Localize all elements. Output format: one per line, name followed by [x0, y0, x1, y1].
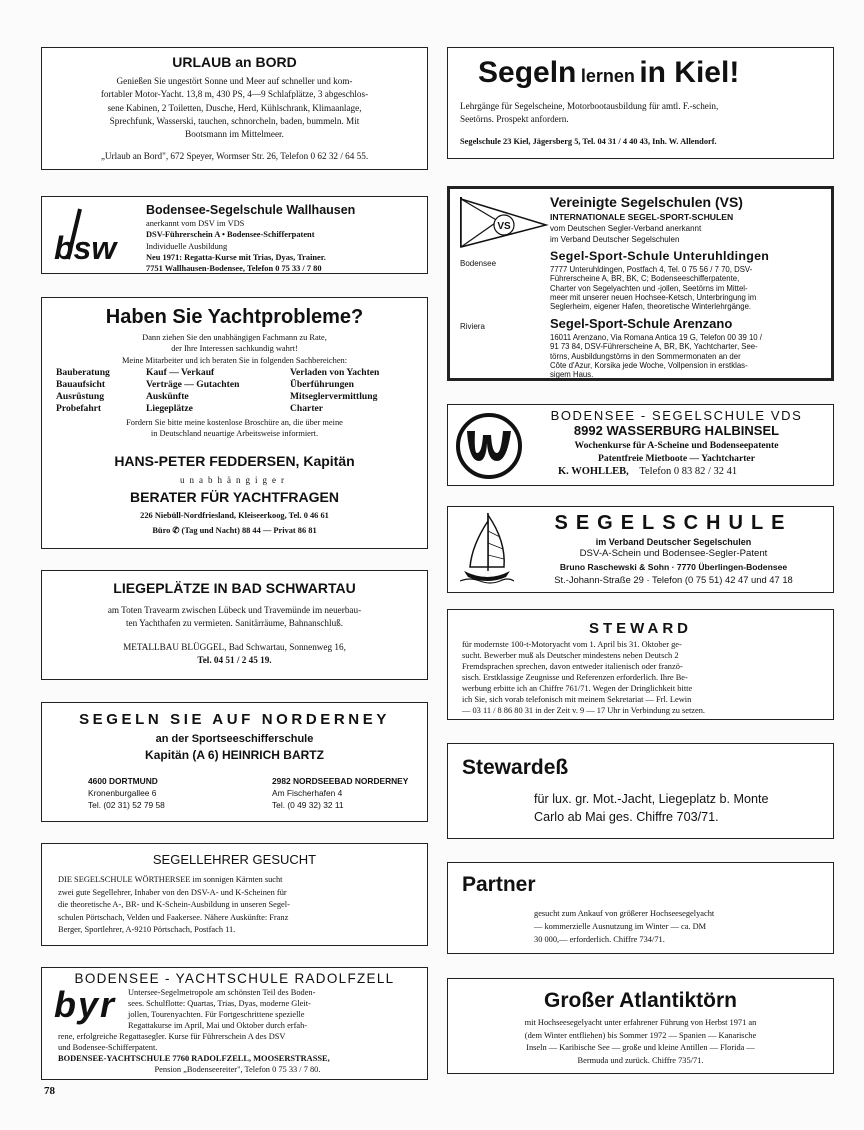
- ad-title: SEGELSCHULE: [554, 512, 793, 534]
- ad-title: SEGELN SIE AUF NORDERNEY: [79, 711, 390, 728]
- ad-contact: BODENSEE-YACHTSCHULE 7760 RADOLFZELL, MOOSERSTRASSE,: [58, 1053, 330, 1063]
- service-item: Verträge — Gutachten: [146, 378, 240, 390]
- ad-contact: [50, 641, 419, 668]
- ad-line: Seglerheim, eigener Hafen, theoretische Winterlehrgänge.: [550, 302, 752, 312]
- address-line: Kronenburgallee 6: [88, 787, 157, 798]
- service-column-2: [146, 367, 239, 415]
- bsw-logo: [48, 207, 148, 261]
- ad-partner: [447, 862, 834, 954]
- ad-title: URLAUB an BORD: [172, 54, 297, 70]
- ad-line: Carlo ab Mai ges. Chiffre 703/71.: [534, 810, 719, 825]
- ad-title: Haben Sie Yachtprobleme?: [105, 306, 364, 328]
- address-norderney: [272, 776, 408, 811]
- ad-line: St.-Johann-Straße 29 · Telefon (0 75 51) 42 47 und 47 18: [554, 574, 793, 585]
- service-item: Kauf — Verkauf: [146, 367, 215, 378]
- ad-line: rene, erfolgreiche Regattasegler. Kurse für Führerschein A des DSV: [58, 1032, 286, 1041]
- service-item: Bauberatung: [56, 367, 110, 378]
- ad-line: 7777 Unteruhldingen, Postfach 4, Tel. 0 75 56 / 7 70, DSV-: [550, 265, 753, 274]
- ad-line: fortabler Motor-Yacht. 13,8 m, 430 PS, 4—9 Schlafplätze, 3 abgeschlos-: [100, 89, 369, 100]
- ad-liegeplaetze-bad-schwartau: [41, 570, 428, 680]
- ad-line: Untersee-Segelmetropole am schönsten Teil des Boden-: [128, 988, 316, 997]
- ad-line: Seetörns. Prospekt anfordern.: [460, 114, 569, 125]
- address-line: Tel. (0 49 32) 32 11: [272, 799, 344, 810]
- service-column-1: [56, 367, 110, 415]
- ad-line: am Toten Travearm zwischen Lübeck und Travemünde im neuerbau-: [107, 605, 362, 615]
- ad-line: meer mit unserer neuen Hochsee-Ketsch, Unterbringung im: [550, 293, 757, 303]
- ad-body: [462, 640, 821, 716]
- ad-bodensee-segelschule-wasserburg: [447, 404, 834, 486]
- ad-line: die theoretische A-, BR- und K-Schein-Ausbildung in unseren Segel-: [58, 900, 290, 910]
- ad-line: ich Sie, sich vorab telefonisch mit meinem Sekretariat — Frl. Lewin: [462, 694, 692, 704]
- ad-line: sisch. Erstklassige Zeugnisse und Referenzen erforderlich. Ihre Be-: [462, 672, 688, 682]
- ad-line: 91 73 84, DSV-Führerscheine A, BR, BK, Yachtcharter, See-: [550, 342, 758, 352]
- ad-line: Individuelle Ausbildung: [146, 241, 228, 251]
- advisor-title: BERATER FÜR YACHTFRAGEN: [130, 489, 339, 505]
- ad-subtitle: im Verband Deutscher Segelschulen: [550, 235, 680, 244]
- ad-title: Partner: [462, 873, 536, 896]
- service-item: Verladen von Yachten: [290, 367, 380, 378]
- ad-line: Meine Mitarbeiter und ich beraten Sie in folgenden Sachbereichen:: [121, 355, 348, 365]
- ad-line: Charter von Segelyachten und -jollen, Seetörns im Mittel-: [550, 283, 748, 293]
- address-line: Tel. (02 31) 52 79 58: [88, 799, 165, 810]
- region-label: Riviera: [460, 322, 485, 331]
- ad-subtitle: Kapitän (A 6) HEINRICH BARTZ: [145, 748, 324, 762]
- ad-contact: [558, 466, 737, 477]
- ad-body: [50, 604, 419, 631]
- ad-body: [58, 874, 413, 937]
- ad-line: werbung erbitte ich an Chiffre 761/71. Wegen der Dringlichkeit bitte: [462, 683, 693, 693]
- ad-line: gesucht zum Ankauf von größerer Hochseesegelyacht: [534, 909, 715, 918]
- ad-body: [50, 75, 419, 142]
- ad-body-full: [58, 1032, 417, 1076]
- school-details: [550, 265, 823, 312]
- ad-vereinigte-segelschulen: [447, 186, 834, 381]
- ad-line: DIE SEGELSCHULE WÖRTHERSEE im sonnigen Kärnten sucht: [58, 875, 283, 884]
- advisor-name: HANS-PETER FEDDERSEN, Kapitän: [114, 453, 355, 469]
- ad-line: Dann ziehen Sie den unabhängigen Fachmann zu Rate,: [142, 333, 327, 342]
- ad-title: [478, 56, 739, 90]
- ad-body: [460, 100, 825, 127]
- ad-segeln-lernen-in-kiel: [447, 47, 834, 159]
- advisor-phone: Büro ✆ (Tag und Nacht) 88 44 — Privat 86 81: [152, 526, 317, 535]
- contact-name: K. WOHLLEB,: [558, 466, 629, 477]
- byr-logo: byr: [54, 984, 117, 1025]
- ad-line: jollen, Tourenyachten. Für Fortgeschrittene spezielle: [128, 1009, 305, 1019]
- ad-line: mit Hochseesegelyacht unter erfahrener Führung von Herbst 1971 an: [524, 1018, 757, 1027]
- ad-contact: 7751 Wallhausen-Bodensee, Telefon 0 75 33 / 7 80: [146, 264, 322, 274]
- sailboat-illustration: [460, 511, 514, 589]
- ad-line: sigem Haus.: [550, 370, 594, 380]
- ad-title: Vereinigte Segelschulen (VS): [550, 194, 743, 210]
- ad-line: Bruno Raschewski & Sohn · 7770 Überlingen-Bodensee: [559, 562, 788, 572]
- ad-title: STEWARD: [589, 620, 692, 637]
- ad-line: Bootsmann im Mittelmeer.: [185, 129, 284, 140]
- ad-bodensee-segelschule-wallhausen: [41, 196, 428, 274]
- ad-line: törns, Ausbildungstörns in den Sommermonaten an der: [550, 351, 741, 361]
- service-column-3: [290, 367, 379, 415]
- ad-line: Tel. 04 51 / 2 45 19.: [197, 655, 272, 666]
- service-item: Charter: [290, 402, 324, 414]
- contact-phone: Telefon 0 83 82 / 32 41: [639, 466, 738, 477]
- ad-contact: „Urlaub an Bord", 672 Speyer, Wormser Str. 26, Telefon 0 62 32 / 64 55.: [100, 151, 369, 161]
- ad-line: der Ihre Interessen sachkundig wahrt!: [171, 344, 298, 354]
- ad-yachtprobleme: [41, 297, 428, 549]
- ad-line: für modernste 100-t-Motoryacht vom 1. April bis 31. Oktober ge-: [462, 640, 682, 649]
- ad-title: SEGELLEHRER GESUCHT: [152, 852, 317, 867]
- ad-line: 30 000,— erforderlich. Chiffre 734/71.: [534, 935, 665, 945]
- service-item: Probefahrt: [56, 402, 102, 414]
- ad-line: sene Kabinen, 2 Toiletten, Dusche, Herd, Kühlschrank, Klimaanlage,: [107, 102, 362, 113]
- ad-norderney: [41, 702, 428, 822]
- ad-line: und Bodensee-Schifferpatent.: [58, 1042, 158, 1052]
- ad-line: Neu 1971: Regatta-Kurse mit Trias, Dyas, Trainer.: [146, 253, 326, 263]
- ad-line: Genießen Sie ungestört Sonne und Meer auf schneller und kom-: [116, 76, 353, 86]
- ad-line: Côte d'Azur, Korsika jede Woche, Vollpension in erstklas-: [550, 361, 748, 371]
- page-number: 78: [44, 1085, 55, 1097]
- ad-subtitle: INTERNATIONALE SEGEL-SPORT-SCHULEN: [550, 212, 734, 222]
- ad-line: Führerscheine A, BR, BK, C; Bodenseeschifferpatente,: [550, 274, 740, 284]
- service-item: Bauaufsicht: [56, 378, 106, 390]
- ad-title: Bodensee-Segelschule Wallhausen: [146, 203, 356, 217]
- ad-line: Bermuda und zurück. Chiffre 735/71.: [577, 1055, 704, 1065]
- address-line: Am Fischerhafen 4: [272, 787, 343, 798]
- ad-line: Wochenkurse für A-Scheine und Bodenseepatente: [574, 440, 779, 451]
- ad-outro: [50, 417, 419, 440]
- advisor-tagline: unabhängiger: [180, 475, 289, 485]
- ad-body: [128, 988, 417, 1032]
- ad-line: Regattakurse im April, Mai und Oktober durch erfah-: [128, 1020, 308, 1030]
- service-item: Liegeplätze: [146, 402, 193, 414]
- ad-title: BODENSEE - YACHTSCHULE RADOLFZELL: [74, 971, 395, 986]
- ad-line: Sprechfunk, Wasserski, tauchen, schnorcheln, baden, bummeln. Mit: [109, 116, 360, 127]
- ad-contact: Pension „Bodenseereiter", Telefon 0 75 33 / 7 80.: [154, 1064, 321, 1074]
- ad-line: in Deutschland neuartige Arbeitsweise informiert.: [150, 429, 319, 439]
- school-details: [550, 333, 823, 380]
- ad-body: [534, 907, 825, 946]
- region-label: Bodensee: [460, 259, 497, 268]
- advisor-address: 226 Niebüll-Nordfriesland, Kleiseerkoog, Tel. 0 46 61: [140, 511, 329, 520]
- ad-line: für lux. gr. Mot.-Jacht, Liegeplatz b. Monte: [534, 792, 769, 806]
- ad-line: (dem Winter entfliehen) bis Sommer 1972 — Spanien — Kanarische: [524, 1030, 757, 1040]
- ad-line: 16011 Arenzano, Via Romana Antica 19 G, Telefon 00 39 10 /: [550, 333, 762, 342]
- ad-grosser-atlantiktoern: [447, 978, 834, 1074]
- ad-title: Stewardeß: [462, 756, 569, 779]
- ad-line: — 03 11 / 8 86 80 31 in der Zeit v. 9 — 17 Uhr in Verbindung zu setzen.: [462, 705, 705, 715]
- ad-intro: [50, 332, 419, 366]
- ad-line: Lehrgänge für Segelscheine, Motorbootausbildung für amtl. F.-schein,: [460, 101, 719, 111]
- ad-title-part: Segeln: [478, 56, 577, 89]
- ad-line: Fremdsprachen sprechen, davon entweder italienisch oder franzö-: [462, 661, 683, 671]
- ad-line: DSV-A-Schein und Bodensee-Segler-Patent: [579, 548, 768, 559]
- ad-line: schulen Pörtschach, Velden und Faakersee. Nähere Auskünfte: Franz: [58, 912, 289, 922]
- ad-body: [146, 218, 422, 275]
- ad-contact: Segelschule 23 Kiel, Jägersberg 5, Tel. 04 31 / 4 40 43, Inh. W. Allendorf.: [460, 137, 717, 146]
- ad-line: anerkannt vom DSV im VDS: [146, 219, 245, 228]
- address-dortmund: [88, 776, 165, 811]
- ad-line: Fordern Sie bitte meine kostenlose Broschüre an, die über meine: [126, 418, 343, 427]
- vs-pennant-logo: [458, 195, 550, 249]
- wasserburg-logo: [455, 413, 523, 479]
- ad-urlaub-an-bord: [41, 47, 428, 170]
- ad-subtitle: 8992 WASSERBURG HALBINSEL: [573, 423, 780, 438]
- address-line: 2982 NORDSEEBAD NORDERNEY: [272, 776, 409, 786]
- bsw-logo-text: bsw: [54, 230, 117, 261]
- ad-line: METALLBAU BLÜGGEL, Bad Schwartau, Sonnenweg 16,: [123, 642, 346, 652]
- service-item: Überführungen: [290, 378, 354, 390]
- service-item: Ausrüstung: [56, 390, 104, 402]
- ad-stewardess: [447, 743, 834, 839]
- ad-line: — kommerzielle Ausnutzung im Winter — ca. DM: [534, 922, 707, 932]
- ad-title: Großer Atlantiktörn: [544, 989, 737, 1012]
- ad-line: sees. Schulflotte: Quartas, Trias, Dyas, moderne Gleit-: [128, 998, 311, 1008]
- school-name: Segel-Sport-Schule Arenzano: [550, 316, 733, 331]
- ad-title: LIEGEPLÄTZE IN BAD SCHWARTAU: [113, 580, 356, 596]
- ad-title-part: in Kiel!: [639, 56, 740, 89]
- ad-segellehrer-gesucht: [41, 843, 428, 946]
- address-line: 4600 DORTMUND: [88, 776, 158, 786]
- ad-segelschule-ueberlingen: [447, 506, 834, 593]
- ad-line: Inseln — Karibische See — große und kleine Antillen — Florida —: [526, 1043, 755, 1053]
- vs-logo-letters: VS: [497, 221, 511, 232]
- ad-title-part: lernen: [580, 66, 635, 86]
- ad-subtitle: vom Deutschen Segler-Verband anerkannt: [550, 224, 702, 233]
- ad-line: sucht. Bewerber muß als Deutscher mindestens neben Deutsch 2: [462, 650, 679, 660]
- ad-title: BODENSEE - SEGELSCHULE VDS: [550, 408, 803, 423]
- ad-line: Berger, Sportlehrer, A-9210 Pörtschach, Postfach 11.: [58, 925, 236, 935]
- ad-steward: [447, 609, 834, 720]
- ad-body: [534, 790, 825, 827]
- ad-line: zwei gute Segellehrer, Inhaber von den DSV-A- und K-Scheinen für: [58, 887, 287, 897]
- service-item: Auskünfte: [146, 390, 189, 402]
- ad-line: ten Yachthafen zu vermieten. Sanitärräume, Bahnanschluß.: [125, 618, 344, 629]
- service-item: Mitseglervermittlung: [290, 390, 378, 402]
- ad-body: [456, 1017, 825, 1067]
- ad-subtitle: an der Sportseeschifferschule: [155, 733, 314, 745]
- ad-line: DSV-Führerschein A • Bodensee-Schifferpatent: [146, 230, 315, 240]
- school-name: Segel-Sport-Schule Unteruhldingen: [550, 249, 770, 263]
- ad-line: im Verband Deutscher Segelschulen: [595, 537, 752, 547]
- ad-line: Patentfreie Mietboote — Yachtcharter: [598, 453, 755, 464]
- ad-yachtschule-radolfzell: [41, 967, 428, 1080]
